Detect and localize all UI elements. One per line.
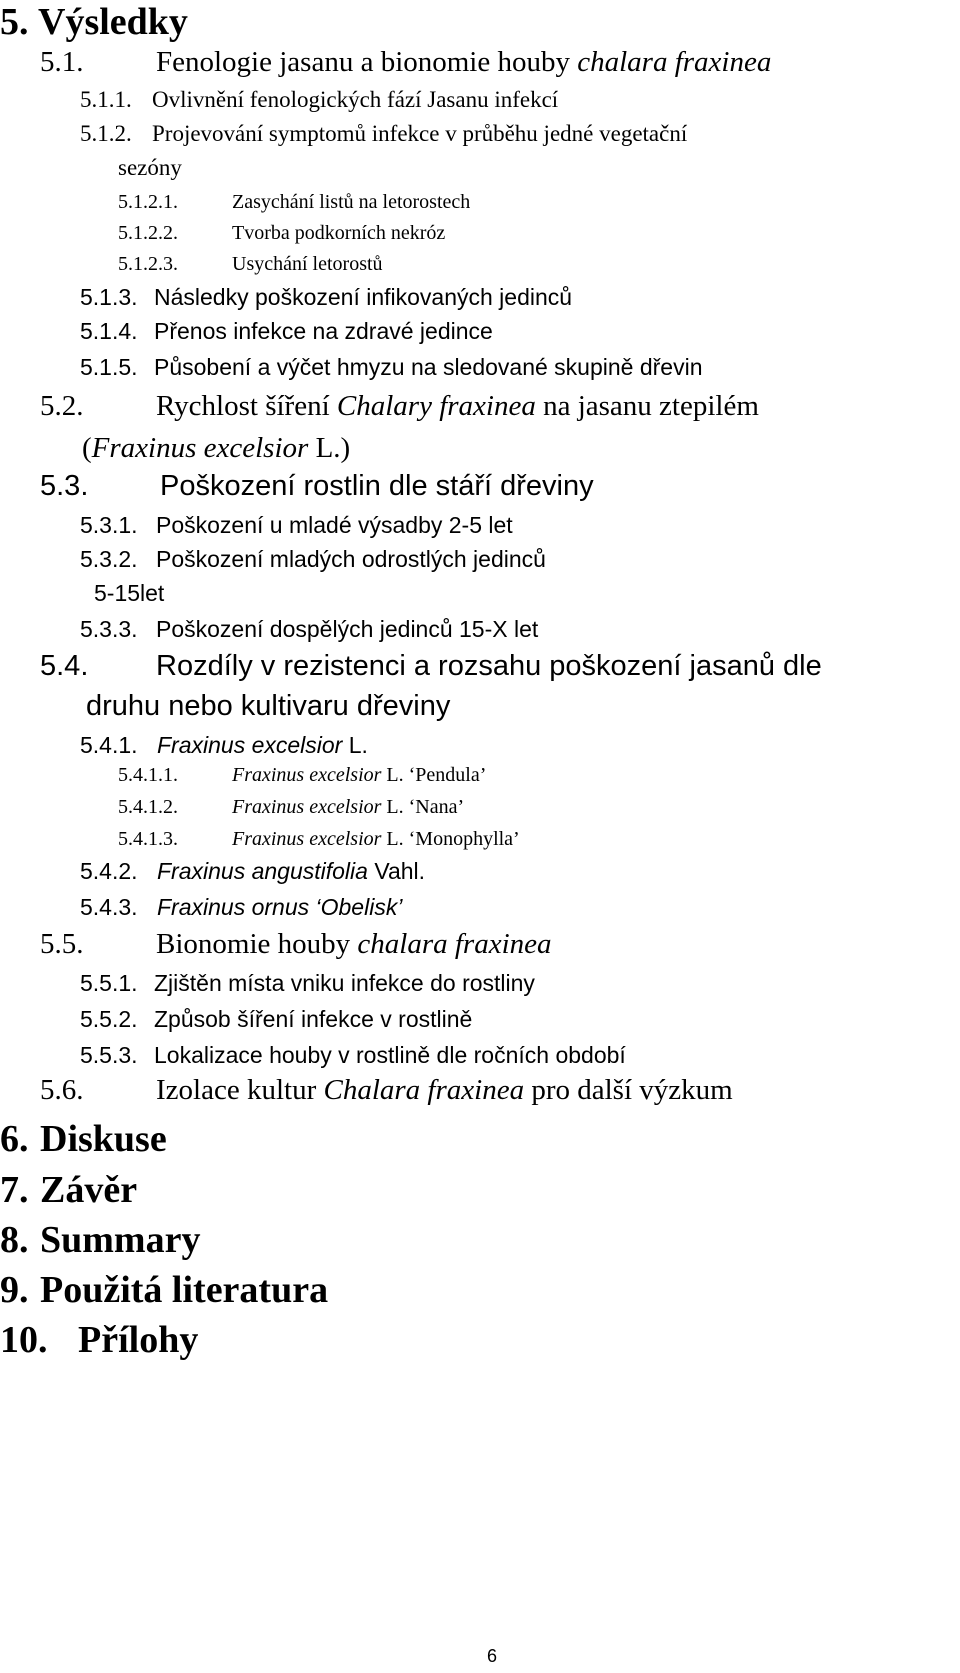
toc-title: Usychání letorostů <box>232 253 383 275</box>
toc-number: 8. <box>0 1219 29 1261</box>
toc-title: Bionomie houby chalara fraxinea <box>156 928 552 960</box>
toc-title: Rozdíly v rezistenci a rozsahu poškození jasanů dle <box>156 650 822 682</box>
toc-title-continuation: (Fraxinus excelsior L.) <box>82 432 351 464</box>
toc-number: 5.1.2. <box>80 121 132 146</box>
toc-title: Přílohy <box>78 1319 199 1361</box>
toc-title: Ovlivnění fenologických fází Jasanu infekcí <box>152 87 559 112</box>
toc-number: 5. <box>0 1 29 43</box>
toc-number: 5.5.2. <box>80 1006 138 1032</box>
toc-number: 5.1.5. <box>80 354 138 380</box>
toc-number: 5.1.3. <box>80 284 138 310</box>
toc-title: Způsob šíření infekce v rostlině <box>154 1006 473 1032</box>
toc-number: 6. <box>0 1118 29 1160</box>
toc-number: 5.4.1. <box>80 732 138 758</box>
toc-number: 5.4.2. <box>80 858 138 884</box>
toc-number: 9. <box>0 1269 29 1311</box>
toc-title: Fraxinus angustifolia Vahl. <box>157 858 426 884</box>
toc-title: Fraxinus excelsior L. ‘Nana’ <box>232 796 465 818</box>
toc-number: 5.5. <box>40 928 84 960</box>
toc-number: 5.4.1.2. <box>118 796 178 818</box>
toc-number: 5.4.3. <box>80 894 138 920</box>
toc-number: 5.4.1.1. <box>118 764 178 786</box>
toc-title: Lokalizace houby v rostlině dle ročních období <box>154 1042 626 1068</box>
toc-number: 5.1. <box>40 46 84 78</box>
toc-title: Summary <box>40 1219 201 1261</box>
toc-number: 5.2. <box>40 390 84 422</box>
toc-title-continuation: 5-15let <box>94 580 165 606</box>
toc-title: Fraxinus excelsior L. ‘Pendula’ <box>232 764 487 786</box>
toc-number: 5.3.1. <box>80 512 138 538</box>
toc-title: Přenos infekce na zdravé jedince <box>154 318 493 344</box>
toc-number: 5.1.1. <box>80 87 132 112</box>
toc-number: 5.1.2.1. <box>118 191 178 213</box>
toc-title-continuation: sezóny <box>118 155 182 180</box>
toc-number: 7. <box>0 1169 29 1211</box>
toc-title: Fraxinus excelsior L. ‘Monophylla’ <box>232 828 520 850</box>
toc-title: Poškození u mladé výsadby 2-5 let <box>156 512 513 538</box>
toc-title: Použitá literatura <box>40 1269 329 1311</box>
toc-title: Poškození dospělých jedinců 15-X let <box>156 616 539 642</box>
toc-number: 5.4. <box>40 650 89 682</box>
toc-title: Následky poškození infikovaných jedinců <box>154 284 573 310</box>
toc-title: Projevování symptomů infekce v průběhu jedné vegetační <box>152 121 688 146</box>
toc-number: 5.3. <box>40 470 89 502</box>
toc-number: 5.3.2. <box>80 546 138 572</box>
toc-number: 5.4.1.3. <box>118 828 178 850</box>
page-number: 6 <box>487 1646 498 1666</box>
toc-title: Poškození rostlin dle stáří dřeviny <box>160 470 594 502</box>
toc-number: 5.5.1. <box>80 970 138 996</box>
toc-title: Poškození mladých odrostlých jedinců <box>156 546 546 572</box>
toc-title: Diskuse <box>40 1118 167 1160</box>
toc-title: Rychlost šíření Chalary fraxinea na jasanu ztepilém <box>156 390 759 422</box>
toc-number: 5.1.2.3. <box>118 253 178 275</box>
toc-number: 5.3.3. <box>80 616 138 642</box>
toc-number: 5.5.3. <box>80 1042 138 1068</box>
toc-number: 5.1.2.2. <box>118 222 178 244</box>
toc-number: 5.6. <box>40 1074 84 1106</box>
toc-number: 5.1.4. <box>80 318 138 344</box>
toc-title-continuation: druhu nebo kultivaru dřeviny <box>86 690 451 722</box>
toc-title: Zjištěn místa vniku infekce do rostliny <box>154 970 535 996</box>
toc-title: Zasychání listů na letorostech <box>232 191 471 213</box>
toc-title: Izolace kultur Chalara fraxinea pro další výzkum <box>156 1074 733 1106</box>
toc-title: Závěr <box>40 1169 138 1211</box>
toc-title: Působení a výčet hmyzu na sledované skupině dřevin <box>154 354 703 380</box>
toc-title: Fenologie jasanu a bionomie houby chalara fraxinea <box>156 46 772 78</box>
toc-title: Tvorba podkorních nekróz <box>232 222 446 244</box>
toc-number: 10. <box>0 1319 48 1361</box>
toc-title: Fraxinus ornus ‘Obelisk’ <box>157 894 403 920</box>
toc-title: Výsledky <box>38 1 188 43</box>
toc-title: Fraxinus excelsior L. <box>157 732 368 758</box>
